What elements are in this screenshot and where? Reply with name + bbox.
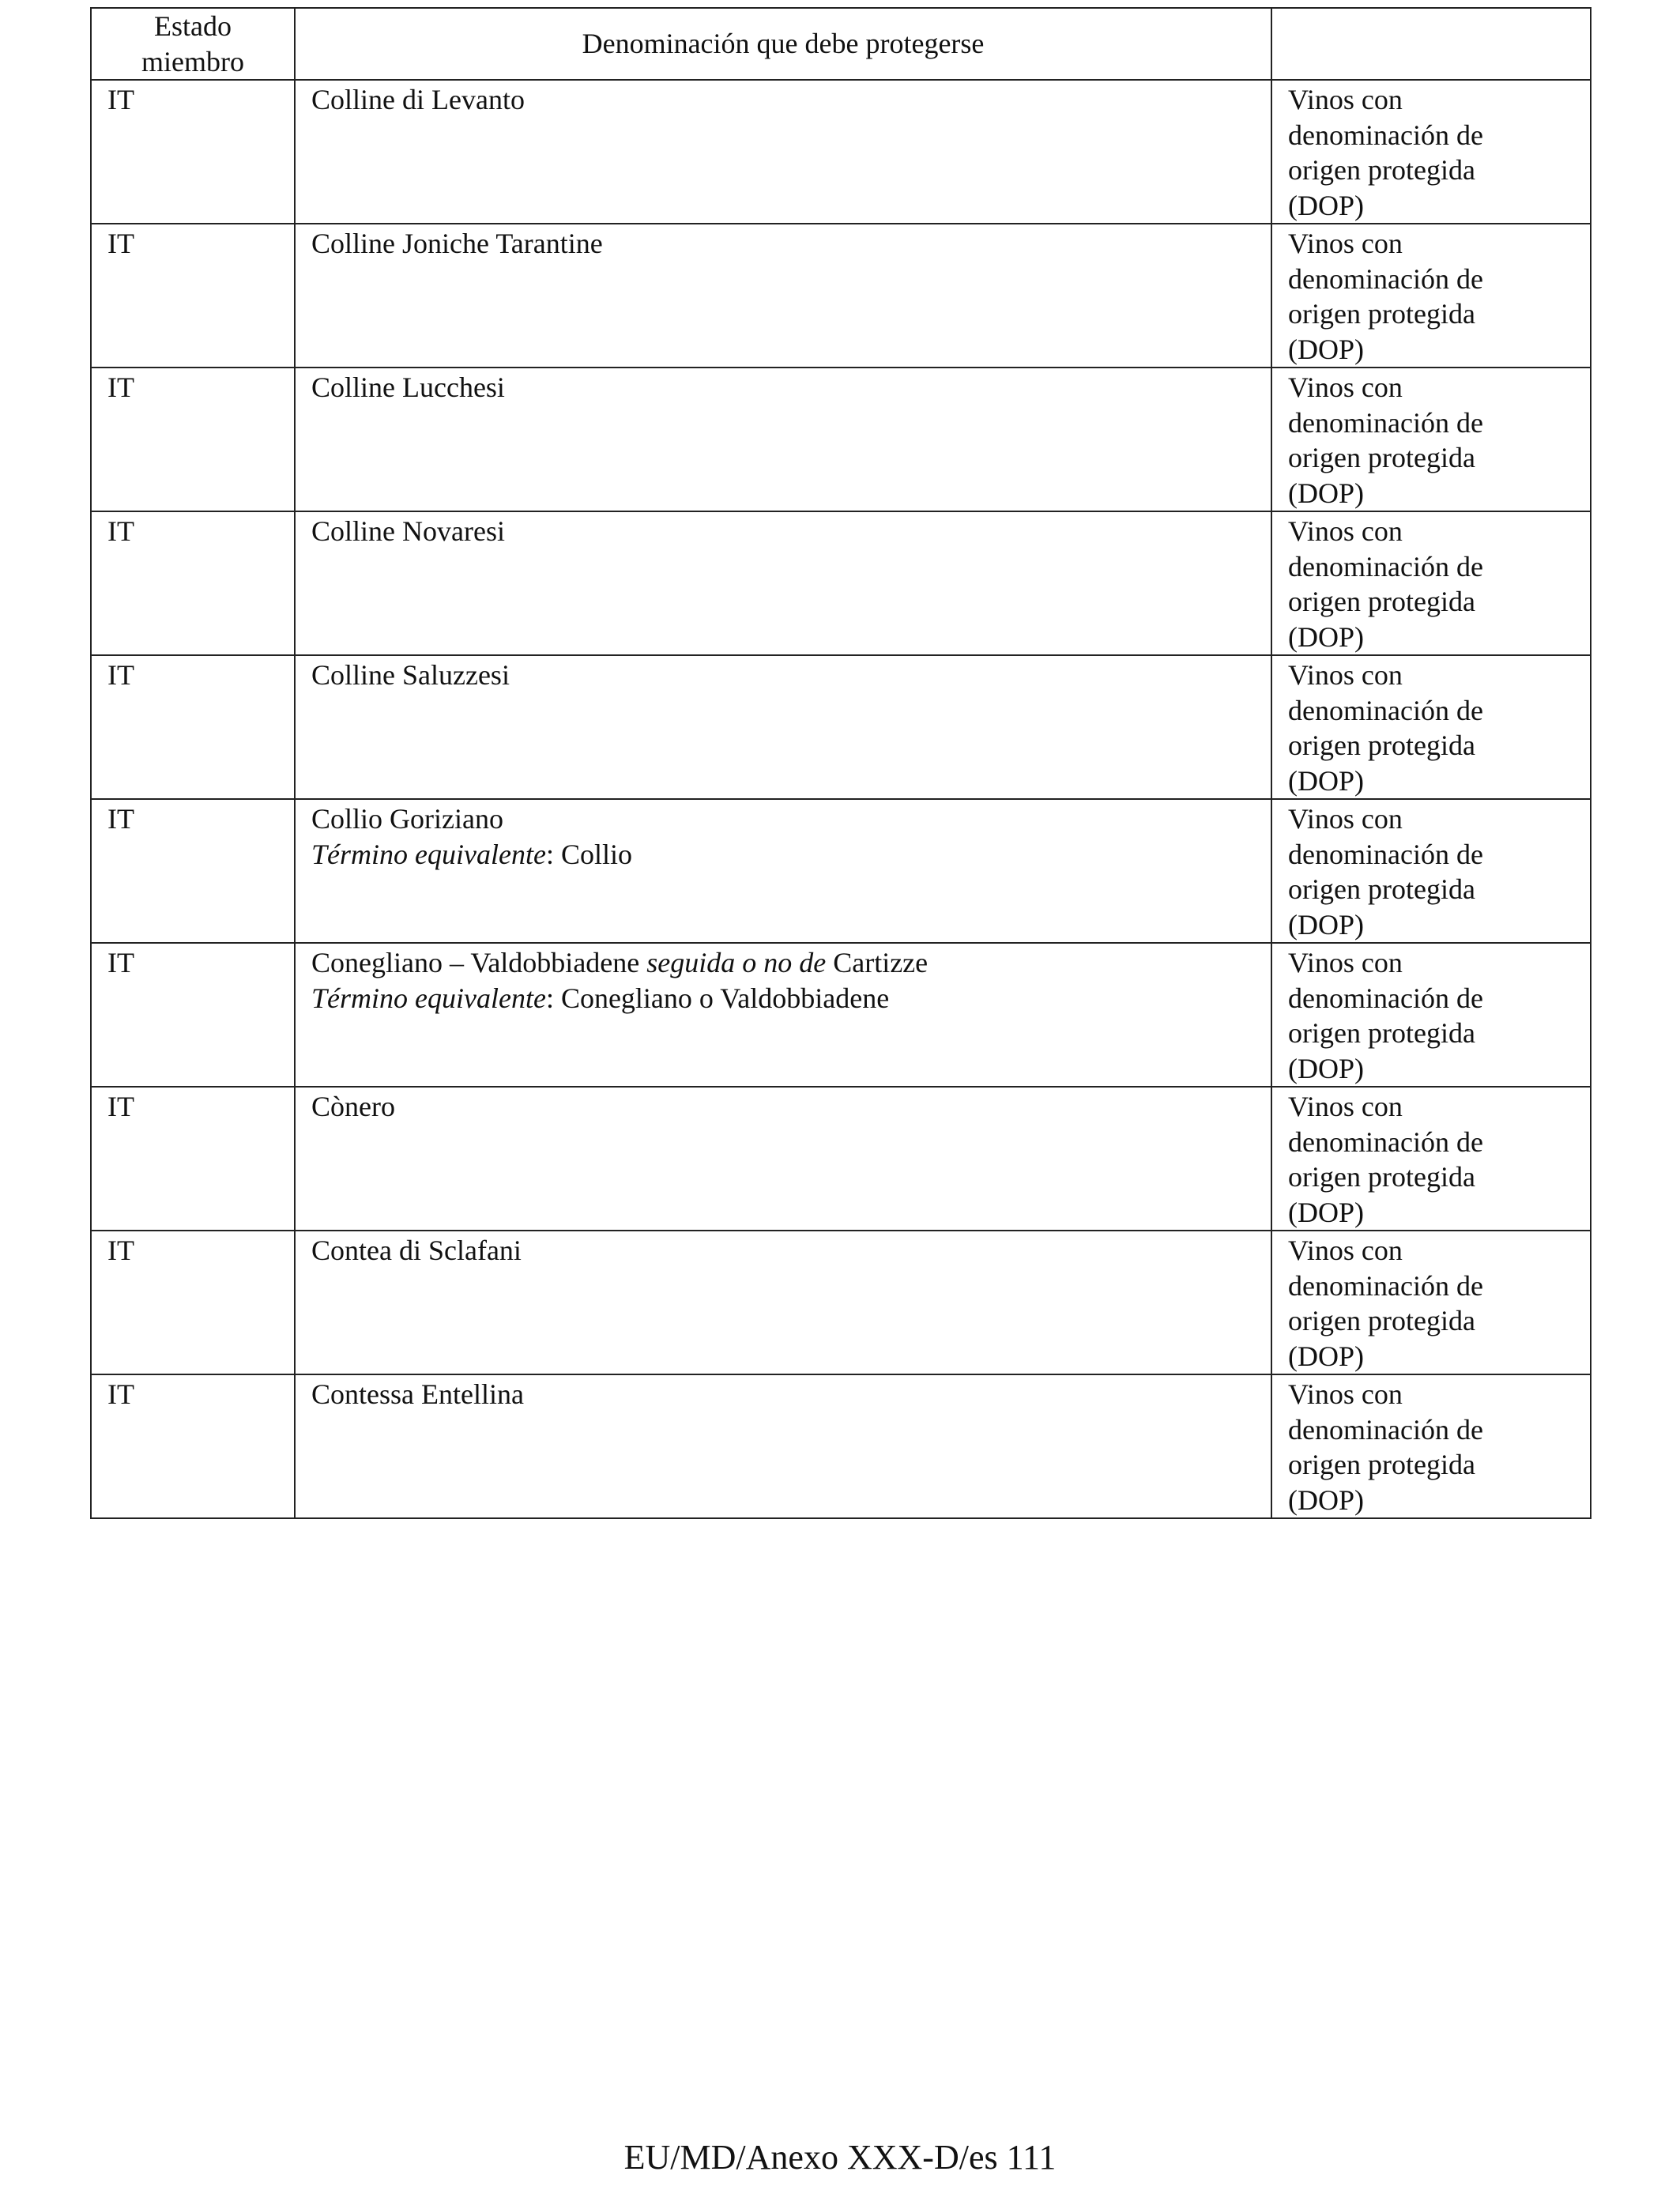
denomination-name-italic: seguida o no de	[646, 947, 827, 978]
category-line: origen protegida	[1288, 586, 1475, 617]
denomination-name: Contessa Entellina	[311, 1378, 524, 1410]
category-line: denominación de	[1288, 1125, 1483, 1158]
denomination-name: Colline Novaresi	[311, 515, 505, 547]
category-line: origen protegida	[1288, 873, 1475, 905]
category-line: denominación de	[1288, 982, 1483, 1014]
category-line: denominación de	[1288, 694, 1483, 726]
category-cell	[1271, 80, 1591, 224]
denomination-cell	[295, 80, 1271, 224]
category-line: denominación de	[1288, 1269, 1483, 1302]
denomination-name: Colline Saluzzesi	[311, 659, 510, 691]
category-line: origen protegida	[1288, 1449, 1475, 1480]
table-row	[91, 1231, 1591, 1374]
category-line: origen protegida	[1288, 1305, 1475, 1336]
category-cell	[1271, 368, 1591, 511]
category-line: Vinos con	[1288, 659, 1403, 691]
category-line: origen protegida	[1288, 298, 1475, 330]
member-state-cell: IT	[91, 1087, 295, 1231]
denomination-cell	[295, 1374, 1271, 1518]
member-state-cell: IT	[91, 943, 295, 1087]
member-state-cell: IT	[91, 511, 295, 655]
denomination-name: Colline di Levanto	[311, 84, 525, 115]
member-state-cell: IT	[91, 655, 295, 799]
table-row	[91, 655, 1591, 799]
category-line: (DOP)	[1288, 1483, 1364, 1516]
denomination-cell	[295, 655, 1271, 799]
member-state-cell: IT	[91, 1374, 295, 1518]
table-row	[91, 799, 1591, 943]
category-line: denominación de	[1288, 262, 1483, 295]
member-state-cell: IT	[91, 368, 295, 511]
denomination-name: Contea di Sclafani	[311, 1235, 522, 1266]
member-state-cell: IT	[91, 799, 295, 943]
category-line: (DOP)	[1288, 1196, 1364, 1228]
category-line: Vinos con	[1288, 1378, 1403, 1410]
denomination-cell	[295, 368, 1271, 511]
denomination-name: Colline Joniche Tarantine	[311, 228, 603, 259]
header-member-state-line1: Estado	[154, 10, 232, 42]
header-denomination: Denominación que debe protegerse	[295, 8, 1271, 80]
denomination-name-part2: Cartizze	[826, 947, 929, 978]
header-member-state	[91, 8, 295, 80]
equivalent-term	[311, 837, 1255, 873]
category-cell	[1271, 799, 1591, 943]
denomination-cell	[295, 1087, 1271, 1231]
category-line: Vinos con	[1288, 371, 1403, 403]
denomination-cell	[295, 224, 1271, 368]
member-state-cell: IT	[91, 80, 295, 224]
denomination-name: Cònero	[311, 1091, 395, 1122]
equivalent-term	[311, 981, 1255, 1016]
category-cell	[1271, 1087, 1591, 1231]
category-line: (DOP)	[1288, 477, 1364, 509]
category-line: denominación de	[1288, 838, 1483, 870]
category-line: (DOP)	[1288, 764, 1364, 797]
table-row	[91, 943, 1591, 1087]
denomination-cell	[295, 511, 1271, 655]
equivalent-term-label: Término equivalente	[311, 982, 546, 1014]
category-cell	[1271, 1374, 1591, 1518]
category-cell	[1271, 224, 1591, 368]
equivalent-term-value: : Conegliano o Valdobbiadene	[545, 982, 890, 1014]
denomination-cell	[295, 799, 1271, 943]
category-line: Vinos con	[1288, 84, 1403, 115]
table-row	[91, 511, 1591, 655]
category-line: (DOP)	[1288, 1340, 1364, 1372]
category-line: Vinos con	[1288, 515, 1403, 547]
equivalent-term-label: Término equivalente	[311, 838, 546, 870]
table-row	[91, 80, 1591, 224]
member-state-cell: IT	[91, 224, 295, 368]
denomination-name: Colline Lucchesi	[311, 371, 505, 403]
table-row	[91, 1087, 1591, 1231]
category-line: denominación de	[1288, 406, 1483, 439]
category-line: origen protegida	[1288, 442, 1475, 473]
table-row	[91, 224, 1591, 368]
category-cell	[1271, 511, 1591, 655]
member-state-cell: IT	[91, 1231, 295, 1374]
category-line: (DOP)	[1288, 189, 1364, 221]
page-footer: EU/MD/Anexo XXX-D/es 111	[623, 2138, 1057, 2177]
category-line: Vinos con	[1288, 1235, 1403, 1266]
category-cell	[1271, 655, 1591, 799]
table-row	[91, 1374, 1591, 1518]
equivalent-term-value: : Collio	[545, 838, 632, 870]
table-row	[91, 368, 1591, 511]
header-member-state-line2: miembro	[141, 45, 244, 77]
category-line: origen protegida	[1288, 729, 1475, 761]
denomination-name	[311, 945, 1255, 981]
header-category	[1271, 8, 1591, 80]
category-cell	[1271, 943, 1591, 1087]
category-line: denominación de	[1288, 1413, 1483, 1446]
denomination-cell	[295, 943, 1271, 1087]
category-cell	[1271, 1231, 1591, 1374]
denomination-name: Collio Goriziano	[311, 803, 503, 835]
category-line: origen protegida	[1288, 154, 1475, 186]
category-line: (DOP)	[1288, 333, 1364, 365]
category-line: (DOP)	[1288, 908, 1364, 941]
denominations-table	[90, 7, 1591, 1519]
category-line: origen protegida	[1288, 1161, 1475, 1193]
table-header-row	[91, 8, 1591, 80]
category-line: (DOP)	[1288, 620, 1364, 653]
category-line: Vinos con	[1288, 1091, 1403, 1122]
category-line: denominación de	[1288, 550, 1483, 582]
category-line: Vinos con	[1288, 947, 1403, 978]
denomination-name-part1: Conegliano – Valdobbiadene	[311, 947, 647, 978]
category-line: denominación de	[1288, 119, 1483, 151]
category-line: Vinos con	[1288, 228, 1403, 259]
category-line: (DOP)	[1288, 1052, 1364, 1084]
denomination-cell	[295, 1231, 1271, 1374]
category-line: origen protegida	[1288, 1017, 1475, 1049]
category-line: Vinos con	[1288, 803, 1403, 835]
